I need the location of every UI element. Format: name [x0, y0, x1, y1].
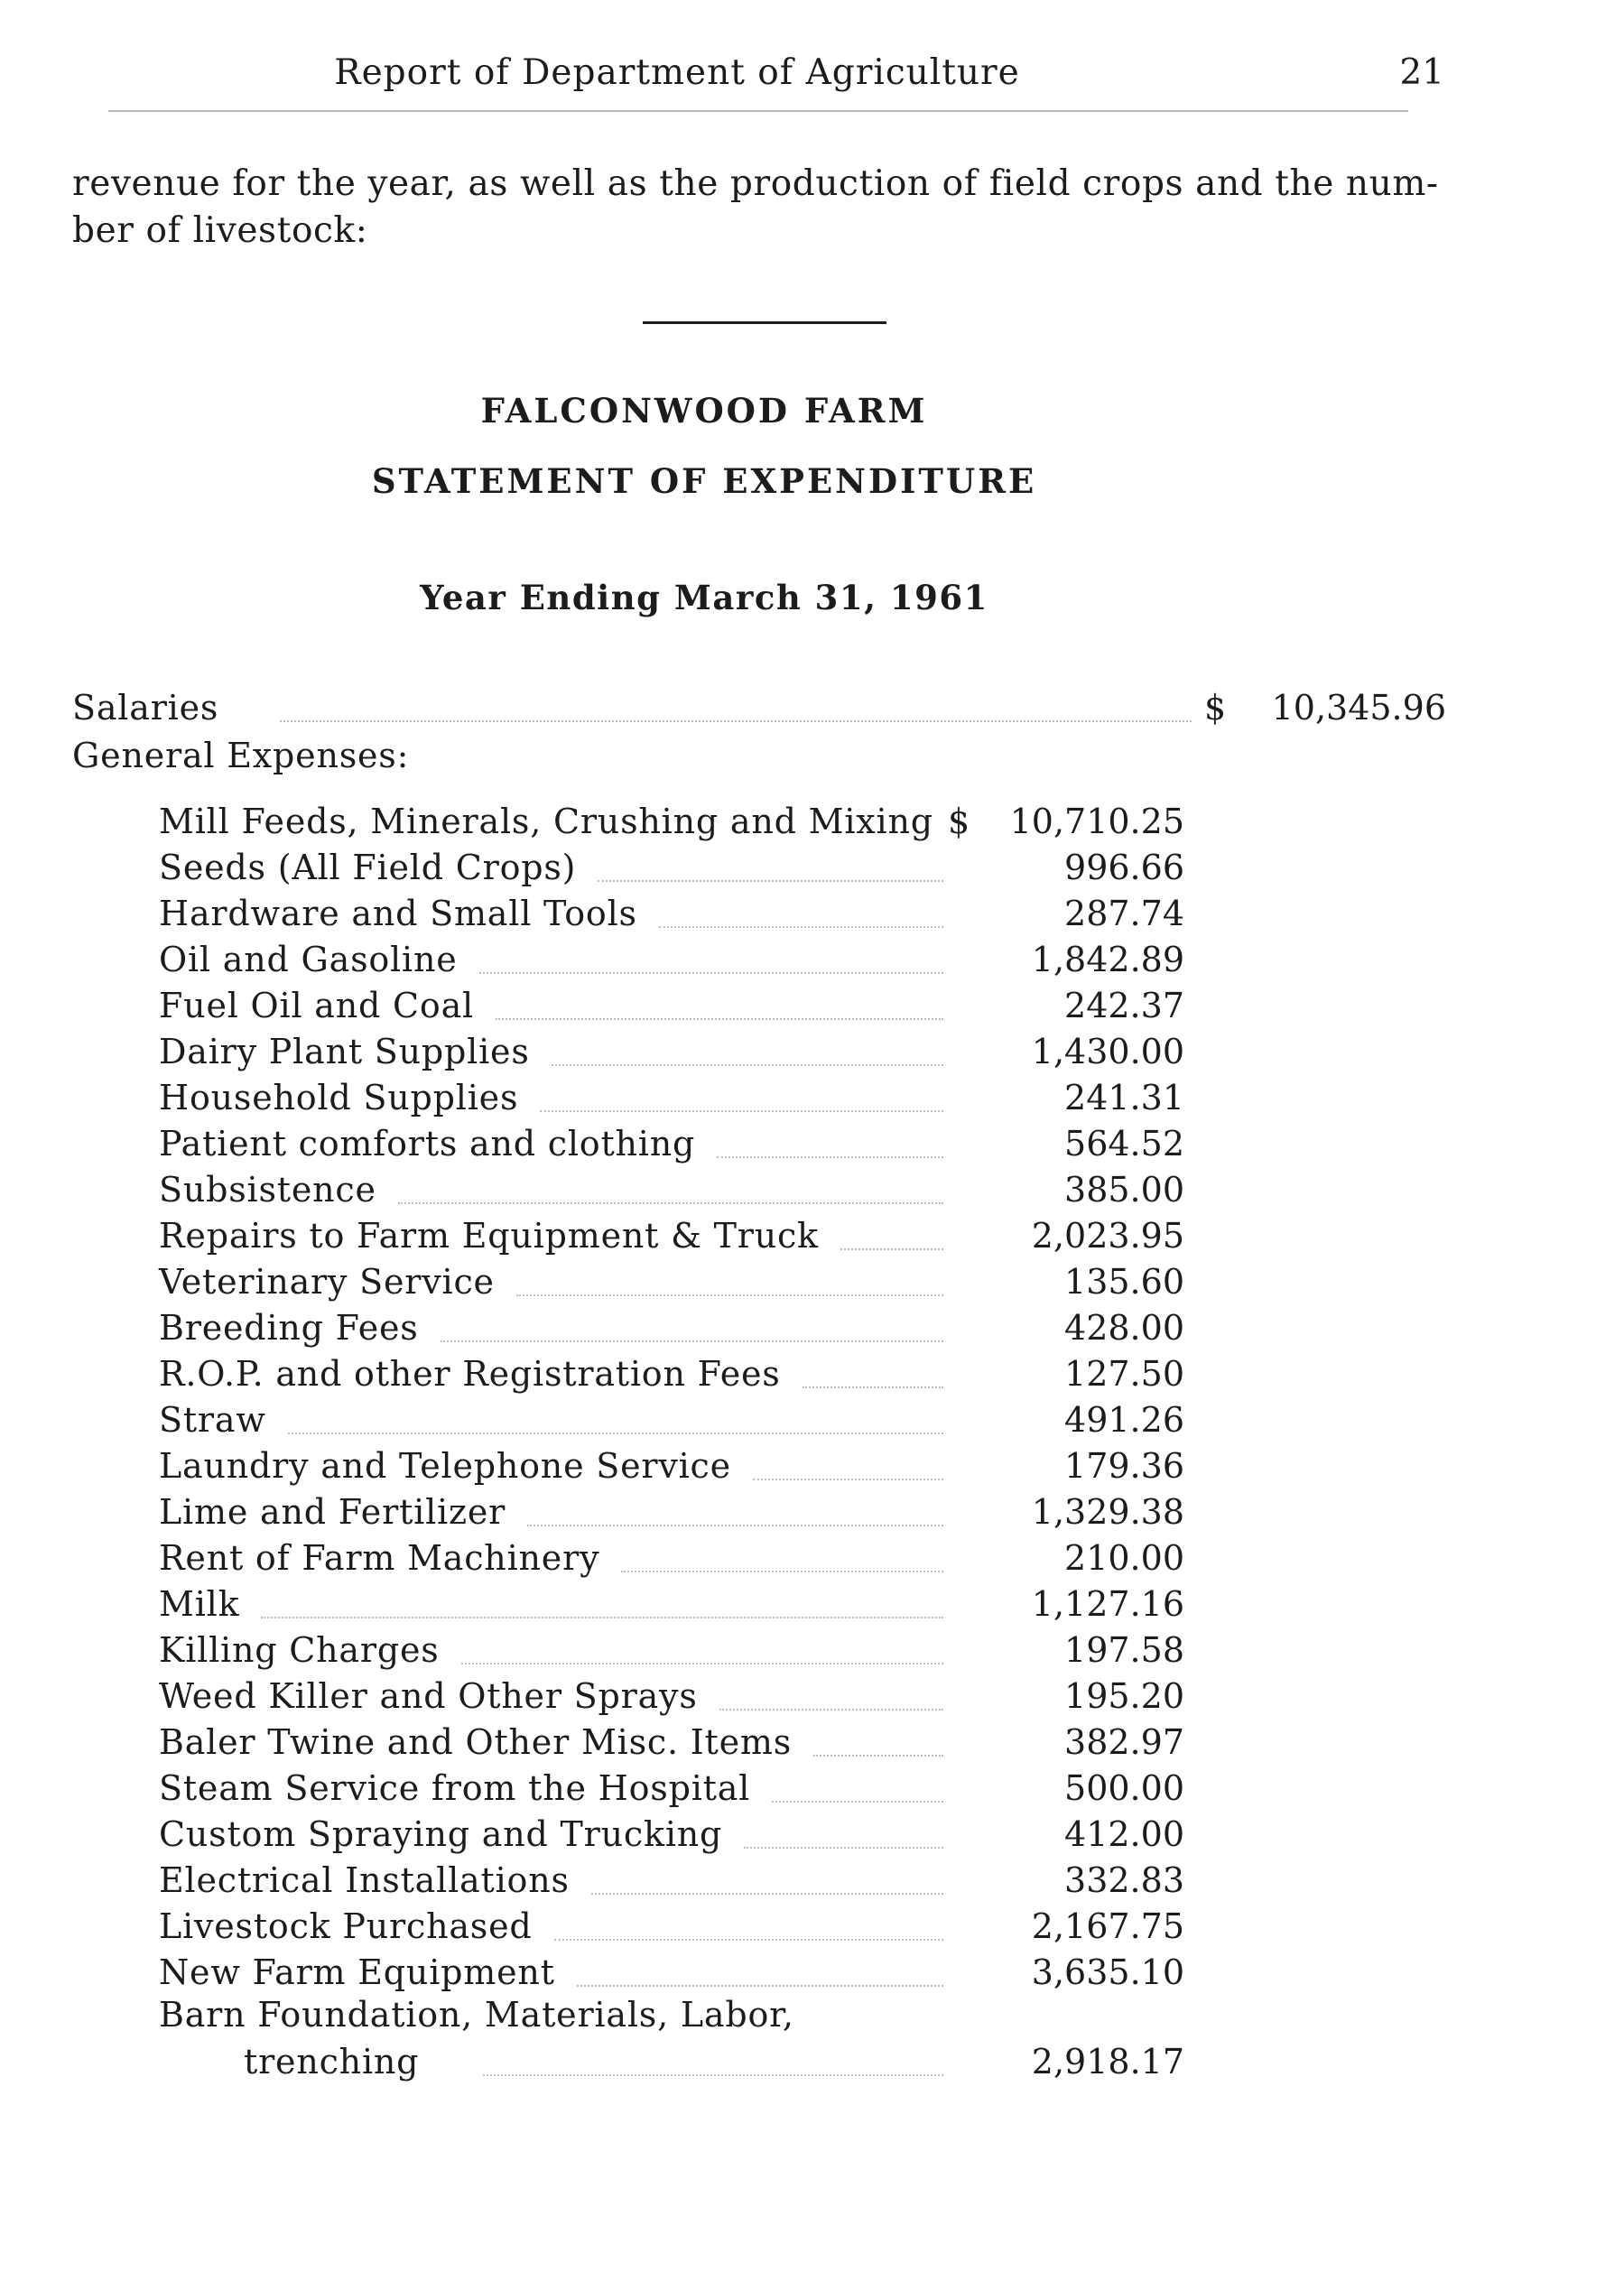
expense-item-label: Fuel Oil and Coal — [159, 986, 474, 1025]
expense-item-label: Veterinary Service — [159, 1262, 495, 1302]
expense-item-amount: 135.60 — [1064, 1262, 1184, 1302]
expense-item-amount: 332.83 — [1064, 1860, 1184, 1900]
expense-item-leader-dots — [496, 1018, 943, 1020]
expense-item-leader-dots — [288, 1433, 943, 1434]
expense-item-leader-dots — [527, 1525, 943, 1526]
expense-item-amount: 1,329.38 — [1031, 1492, 1184, 1532]
expense-item-label: Seeds (All Field Crops) — [159, 848, 577, 887]
expense-item-label: Breeding Fees — [159, 1308, 419, 1348]
expense-item-leader-dots — [516, 1294, 943, 1296]
expense-item-label: R.O.P. and other Registration Fees — [159, 1354, 781, 1394]
expense-item-amount: 428.00 — [1064, 1308, 1184, 1348]
expense-item-label: Electrical Installations — [159, 1860, 570, 1900]
expense-item-leader-dots — [621, 1571, 943, 1572]
expense-item-amount: 287.74 — [1064, 894, 1184, 933]
expense-item-label: Subsistence — [159, 1170, 376, 1210]
header-rule — [108, 110, 1408, 112]
expense-item-amount: 179.36 — [1064, 1446, 1184, 1486]
expense-item-amount: 210.00 — [1064, 1538, 1184, 1578]
expense-item-leader-dots — [479, 972, 943, 974]
expense-item-amount: 1,127.16 — [1031, 1584, 1184, 1624]
expense-item-label: Household Supplies — [159, 1078, 519, 1117]
expense-item-amount: 1,842.89 — [1031, 940, 1184, 979]
expense-item-label: Patient comforts and clothing — [159, 1124, 696, 1164]
expense-item-leader-dots — [591, 1893, 943, 1895]
expense-item-label: Laundry and Telephone Service — [159, 1446, 731, 1486]
salaries-leader-dots — [280, 720, 1192, 722]
expense-item-amount: 385.00 — [1064, 1170, 1184, 1210]
expense-item-label: Barn Foundation, Materials, Labor, — [159, 1995, 794, 2035]
expense-item-label: Custom Spraying and Trucking — [159, 1814, 723, 1854]
expense-item-amount: 412.00 — [1064, 1814, 1184, 1854]
expense-item-label: Dairy Plant Supplies — [159, 1032, 530, 1071]
expense-item-leader-dots — [744, 1847, 943, 1849]
general-expenses-label: General Expenses: — [72, 736, 410, 775]
section-divider — [643, 321, 886, 324]
expense-item-leader-dots — [483, 2074, 943, 2076]
farm-name-heading: FALCONWOOD FARM — [480, 391, 928, 431]
expense-item-leader-dots — [552, 1064, 943, 1066]
intro-line-1: revenue for the year, as well as the production of field crops and the num- — [72, 163, 1439, 204]
expense-item-leader-dots — [717, 1156, 943, 1158]
expense-item-amount: 2,167.75 — [1031, 1906, 1184, 1946]
salaries-currency: $ — [1204, 688, 1227, 728]
expense-item-label: Baler Twine and Other Misc. Items — [159, 1722, 793, 1762]
expense-item-label: Straw — [159, 1400, 266, 1440]
salaries-label: Salaries — [72, 688, 219, 728]
expense-item-label-continuation: trenching — [244, 2042, 420, 2082]
expense-item-amount: 382.97 — [1064, 1722, 1184, 1762]
expense-item-label: Mill Feeds, Minerals, Crushing and Mixing — [159, 802, 933, 841]
expense-item-label: Killing Charges — [159, 1630, 440, 1670]
expense-item-amount: 500.00 — [1064, 1768, 1184, 1808]
intro-line-2: ber of livestock: — [72, 210, 368, 251]
expense-item-amount: 197.58 — [1064, 1630, 1184, 1670]
running-head — [72, 52, 1444, 103]
expense-item-amount: 564.52 — [1064, 1124, 1184, 1164]
expense-item-leader-dots — [441, 1340, 943, 1342]
expense-item-leader-dots — [461, 1663, 943, 1664]
expense-item-label: Milk — [159, 1584, 240, 1624]
expense-item-label: New Farm Equipment — [159, 1952, 555, 1992]
expense-item-leader-dots — [803, 1386, 943, 1388]
expense-currency: $ — [948, 802, 970, 841]
expense-item-amount: 10,710.25 — [1009, 802, 1184, 841]
expense-item-amount: 491.26 — [1064, 1400, 1184, 1440]
expense-item-leader-dots — [659, 926, 943, 928]
expense-item-leader-dots — [577, 1985, 943, 1987]
expense-item-leader-dots — [554, 1939, 943, 1941]
expense-item-label: Oil and Gasoline — [159, 940, 458, 979]
expense-item-leader-dots — [772, 1801, 943, 1803]
intro-paragraph — [72, 161, 1444, 255]
expense-item-label: Weed Killer and Other Sprays — [159, 1676, 698, 1716]
expense-item-leader-dots — [261, 1617, 943, 1618]
expense-item-leader-dots — [840, 1248, 943, 1250]
expense-item-amount: 195.20 — [1064, 1676, 1184, 1716]
page-number: 21 — [1399, 52, 1444, 93]
expense-item-amount: 242.37 — [1064, 986, 1184, 1025]
expense-item-label: Rent of Farm Machinery — [159, 1538, 600, 1578]
salaries-amount: 10,345.96 — [1271, 688, 1446, 728]
expense-item-leader-dots — [398, 1202, 943, 1204]
expense-item-amount: 241.31 — [1064, 1078, 1184, 1117]
expense-item-leader-dots — [753, 1479, 943, 1480]
expense-item-label: Steam Service from the Hospital — [159, 1768, 751, 1808]
expense-item-leader-dots — [598, 880, 943, 882]
expense-item-amount: 1,430.00 — [1031, 1032, 1184, 1071]
expense-item-label: Lime and Fertilizer — [159, 1492, 506, 1532]
expense-item-amount: 2,918.17 — [1031, 2042, 1184, 2082]
expense-item-amount: 3,635.10 — [1031, 1952, 1184, 1992]
expense-item-label: Hardware and Small Tools — [159, 894, 637, 933]
expense-item-leader-dots — [540, 1110, 943, 1112]
expense-item-leader-dots — [813, 1755, 943, 1757]
expense-item-label: Livestock Purchased — [159, 1906, 533, 1946]
expense-item-leader-dots — [719, 1709, 943, 1711]
expense-item-label: Repairs to Farm Equipment & Truck — [159, 1216, 819, 1256]
statement-title: STATEMENT OF EXPENDITURE — [371, 461, 1037, 501]
expense-item-amount: 127.50 — [1064, 1354, 1184, 1394]
expense-item-amount: 2,023.95 — [1031, 1216, 1184, 1256]
expense-item-amount: 996.66 — [1064, 848, 1184, 887]
running-head-title: Report of Department of Agriculture — [334, 52, 1020, 93]
statement-period: Year Ending March 31, 1961 — [420, 578, 988, 617]
